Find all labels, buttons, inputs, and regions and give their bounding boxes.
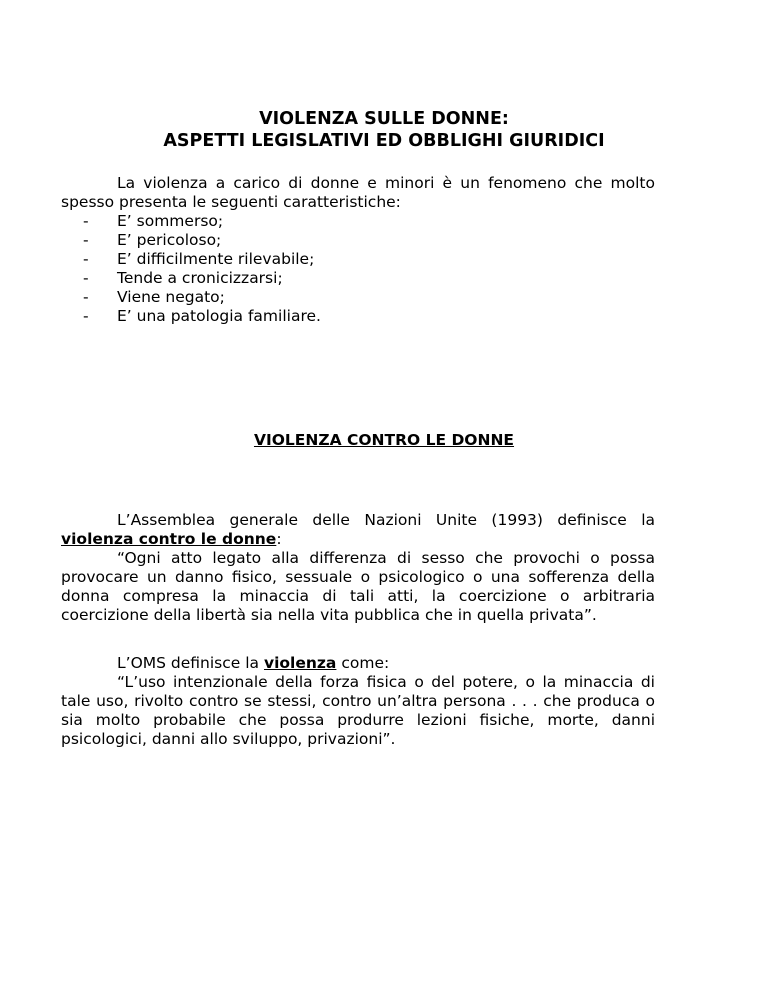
onu-definition-block bbox=[61, 511, 655, 625]
onu-lead: L’Assemblea generale delle Nazioni Unite (1993) definisce la bbox=[117, 511, 655, 529]
intro-block bbox=[61, 174, 655, 326]
list-item-text: E’ pericoloso; bbox=[117, 231, 222, 249]
list-dash: - bbox=[83, 250, 89, 268]
list-item-text: Viene negato; bbox=[117, 288, 225, 306]
title-line-1: VIOLENZA SULLE DONNE: bbox=[259, 109, 509, 129]
list-item-text: E’ difficilmente rilevabile; bbox=[117, 250, 315, 268]
list-dash: - bbox=[83, 212, 89, 230]
onu-paragraph bbox=[61, 511, 655, 549]
oms-term: violenza bbox=[263, 654, 337, 672]
list-item bbox=[61, 250, 655, 269]
title-line-2: ASPETTI LEGISLATIVI ED OBBLIGHI GIURIDICI bbox=[163, 131, 605, 151]
list-item bbox=[61, 212, 655, 231]
list-dash: - bbox=[83, 307, 89, 325]
intro-paragraph: La violenza a carico di donne e minori è un fenomeno che molto spesso presenta le seguenti caratteristiche: bbox=[61, 174, 655, 211]
list-item bbox=[61, 307, 655, 326]
section-heading: VIOLENZA CONTRO LE DONNE bbox=[253, 431, 515, 449]
list-item bbox=[61, 288, 655, 307]
oms-paragraph bbox=[61, 654, 655, 673]
list-item bbox=[61, 269, 655, 288]
characteristics-list bbox=[61, 212, 655, 326]
oms-lead: L’OMS definisce la bbox=[117, 654, 260, 672]
list-item bbox=[61, 231, 655, 250]
onu-term: violenza contro le donne bbox=[61, 530, 277, 548]
oms-tail: come: bbox=[341, 654, 390, 672]
list-dash: - bbox=[83, 288, 89, 306]
document-title bbox=[0, 108, 768, 152]
list-item-text: E’ una patologia familiare. bbox=[117, 307, 321, 325]
onu-quote: “Ogni atto legato alla differenza di sesso che provochi o possa provocare un danno fisico, sessuale o psicologico o una sofferenza della donna compresa la minaccia di tali atti, la coercizione o arbitraria coercizione della libertà sia nella vita pubblica che in quella privata”. bbox=[61, 549, 655, 624]
oms-definition-block bbox=[61, 654, 655, 749]
oms-quote: “L’uso intenzionale della forza fisica o del potere, o la minaccia di tale uso, rivolto contro se stessi, contro un’altra persona . . . che produca o sia molto probabile che possa produrre lezioni fisiche, morte, danni psicologici, danni allo sviluppo, privazioni”. bbox=[61, 673, 655, 748]
list-dash: - bbox=[83, 269, 89, 287]
list-dash: - bbox=[83, 231, 89, 249]
list-item-text: Tende a cronicizzarsi; bbox=[117, 269, 283, 287]
onu-colon: : bbox=[276, 530, 282, 548]
list-item-text: E’ sommerso; bbox=[117, 212, 224, 230]
